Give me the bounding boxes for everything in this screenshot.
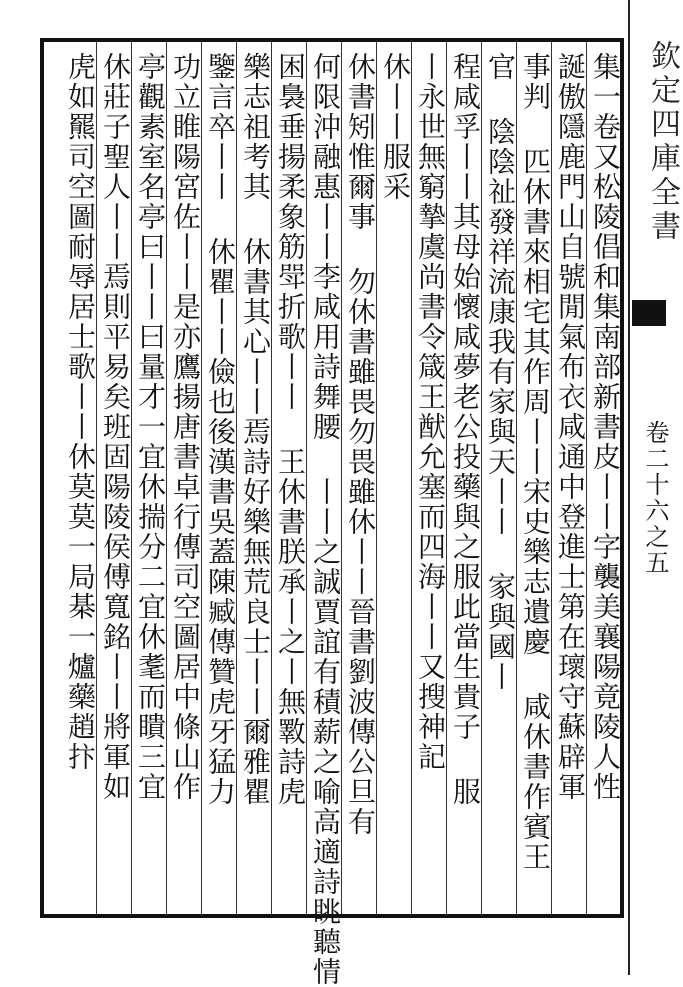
text-column-8: 休書矧惟爾事 勿休書雖畏勿畏雖休丨丨晉書劉波傳公旦有 xyxy=(344,52,377,837)
text-column-4: 官 陰陰祉發祥流康我有家與天丨丨 家與國丨 xyxy=(484,52,517,692)
text-column-10: 困裊垂揚柔象筋斝折歌丨丨 王休書朕承丨之丨無斁詩虎 xyxy=(274,52,307,807)
margin-fold-line xyxy=(628,0,630,975)
text-column-6: 丨永世無窮摯虞尚書令箴王猷允塞而四海丨丨又搜神記 xyxy=(414,52,447,772)
fishtail-mark-icon xyxy=(632,300,666,326)
text-column-3: 事判 匹休書來相宅其作周丨丨宋史樂志遺慶 咸休書作賓王 xyxy=(519,52,552,872)
text-column-2: 誕傲隱鹿門山自號閒氣布衣咸通中登進士第在瓌守蘇辟軍 xyxy=(554,52,587,802)
text-column-13: 功立睢陽宮佐丨丨是亦鷹揚唐書卓行傳司空圖居中條山作 xyxy=(169,52,202,802)
text-column-15: 休莊子聖人丨丨焉則平易矣班固陽陵侯傅寬銘丨丨將軍如 xyxy=(99,52,132,802)
text-column-9: 何限沖融惠丨丨李咸用詩舞腰 丨丨之誠賈誼有積薪之喻高適詩眺聽情 xyxy=(309,52,342,987)
text-column-14: 亭觀素室名亭曰丨丨曰量才一宜休揣分二宜休耄而瞶三宜 xyxy=(134,52,167,802)
margin-volume-label: 卷二十六之五 xyxy=(641,420,669,576)
text-column-7: 休丨丨服采 xyxy=(379,52,412,202)
margin-book-title: 欽定四庫全書 xyxy=(645,40,680,244)
text-column-5: 程咸孚丨丨其母始懷咸夢老公投藥與之服此當生貴子 服 xyxy=(449,52,482,807)
text-column-1: 集一卷又松陵倡和集南部新書皮丨丨字襲美襄陽竟陵人性 xyxy=(589,52,622,802)
text-column-11: 樂志祖考其 休書其心丨丨焉詩好樂無荒良士丨丨爾雅瞿 xyxy=(239,52,272,807)
text-column-16: 虎如羆司空圖耐辱居士歌丨丨休莫莫一局棊一爐藥趙抃 xyxy=(64,52,97,772)
text-column-12: 鑒言卒丨丨 休瞿丨丨儉也後漢書吳蓋陳臧傳贊虎牙猛力 xyxy=(204,52,237,807)
